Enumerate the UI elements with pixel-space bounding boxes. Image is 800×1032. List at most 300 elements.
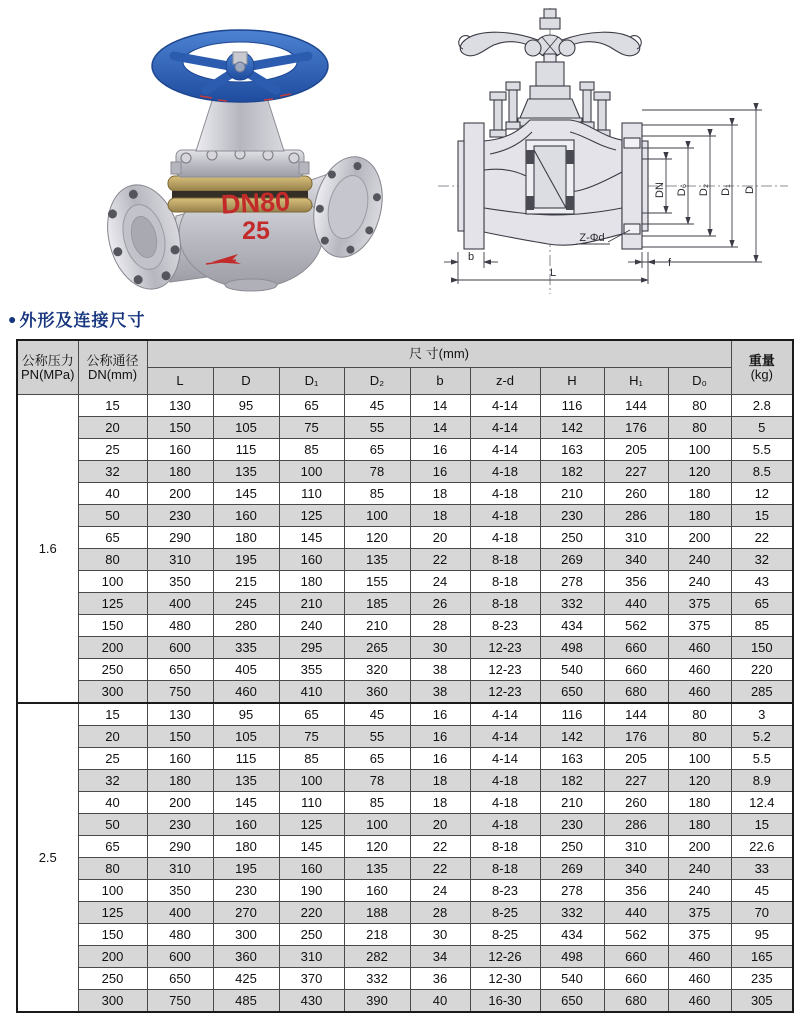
table-cell: 100 — [279, 770, 344, 792]
table-row — [17, 880, 793, 902]
table-cell: 680 — [604, 990, 668, 1013]
table-row — [17, 968, 793, 990]
table-cell: 85 — [279, 439, 344, 461]
table-cell: 230 — [147, 814, 213, 836]
table-row — [17, 924, 793, 946]
table-cell: 16 — [410, 726, 470, 748]
table-cell: 278 — [540, 571, 604, 593]
table-cell: 15 — [78, 703, 147, 726]
table-cell: 460 — [668, 990, 731, 1013]
table-cell: 650 — [147, 659, 213, 681]
table-cell: 160 — [213, 505, 279, 527]
table-cell: 20 — [410, 527, 470, 549]
table-cell: 210 — [540, 483, 604, 505]
table-cell: 660 — [604, 946, 668, 968]
dim-col-header: D₀ — [668, 368, 731, 395]
table-cell: 95 — [731, 924, 793, 946]
table-row — [17, 792, 793, 814]
table-cell: 8-18 — [470, 858, 540, 880]
table-cell: 125 — [279, 505, 344, 527]
table-cell: 680 — [604, 681, 668, 704]
table-cell: 20 — [78, 417, 147, 439]
dim-label-d1: D₁ — [720, 184, 732, 196]
table-cell: 8-18 — [470, 593, 540, 615]
table-cell: 245 — [213, 593, 279, 615]
table-cell: 100 — [344, 505, 410, 527]
table-cell: 12-23 — [470, 637, 540, 659]
table-cell: 280 — [213, 615, 279, 637]
table-cell: 8-18 — [470, 836, 540, 858]
table-cell: 45 — [731, 880, 793, 902]
table-cell: 600 — [147, 946, 213, 968]
dim-col-header: b — [410, 368, 470, 395]
table-cell: 15 — [78, 395, 147, 417]
table-cell: 332 — [540, 902, 604, 924]
table-cell: 332 — [540, 593, 604, 615]
table-cell: 310 — [147, 549, 213, 571]
table-cell: 562 — [604, 924, 668, 946]
table-row — [17, 990, 793, 1013]
table-cell: 110 — [279, 792, 344, 814]
table-cell: 498 — [540, 637, 604, 659]
table-cell: 163 — [540, 439, 604, 461]
table-row — [17, 836, 793, 858]
table-cell: 75 — [279, 417, 344, 439]
dim-col-header: D₁ — [279, 368, 344, 395]
table-cell: 78 — [344, 461, 410, 483]
table-cell: 5 — [731, 417, 793, 439]
table-cell: 85 — [731, 615, 793, 637]
table-cell: 8-23 — [470, 880, 540, 902]
table-cell: 12-23 — [470, 659, 540, 681]
table-cell: 260 — [604, 483, 668, 505]
table-cell: 145 — [279, 836, 344, 858]
table-cell: 80 — [78, 549, 147, 571]
table-cell: 100 — [78, 880, 147, 902]
table-cell: 205 — [604, 748, 668, 770]
table-cell: 115 — [213, 748, 279, 770]
table-cell: 200 — [668, 527, 731, 549]
table-cell: 12.4 — [731, 792, 793, 814]
table-cell: 182 — [540, 461, 604, 483]
dim-label-d6: D₆ — [676, 183, 688, 197]
dim-col-header: H — [540, 368, 604, 395]
table-cell: 240 — [279, 615, 344, 637]
table-cell: 750 — [147, 681, 213, 704]
table-cell: 65 — [279, 703, 344, 726]
dim-label-zd: Z-Φd — [579, 232, 605, 244]
table-cell: 45 — [344, 703, 410, 726]
table-cell: 145 — [213, 792, 279, 814]
table-cell: 4-14 — [470, 726, 540, 748]
table-cell: 100 — [668, 439, 731, 461]
dim-label-f: f — [668, 257, 672, 269]
table-cell: 160 — [279, 549, 344, 571]
table-cell: 160 — [147, 748, 213, 770]
dim-label-d2: D₂ — [698, 183, 710, 197]
table-cell: 15 — [731, 505, 793, 527]
dim-label-d: D — [744, 186, 756, 194]
table-cell: 282 — [344, 946, 410, 968]
table-cell: 240 — [668, 880, 731, 902]
dim-col-header: D — [213, 368, 279, 395]
table-row — [17, 461, 793, 483]
table-cell: 180 — [668, 505, 731, 527]
table-cell: 4-14 — [470, 748, 540, 770]
table-cell: 290 — [147, 836, 213, 858]
table-cell: 8.5 — [731, 461, 793, 483]
table-cell: 260 — [604, 792, 668, 814]
table-row — [17, 703, 793, 726]
table-cell: 375 — [668, 615, 731, 637]
table-cell: 180 — [668, 792, 731, 814]
table-cell: 30 — [410, 637, 470, 659]
table-cell: 356 — [604, 571, 668, 593]
table-cell: 22.6 — [731, 836, 793, 858]
table-cell: 110 — [279, 483, 344, 505]
table-cell: 235 — [731, 968, 793, 990]
table-cell: 135 — [213, 770, 279, 792]
table-cell: 355 — [279, 659, 344, 681]
table-cell: 218 — [344, 924, 410, 946]
table-cell: 4-14 — [470, 703, 540, 726]
table-cell: 100 — [279, 461, 344, 483]
table-cell: 155 — [344, 571, 410, 593]
table-cell: 320 — [344, 659, 410, 681]
table-cell: 130 — [147, 395, 213, 417]
table-cell: 163 — [540, 748, 604, 770]
table-cell: 434 — [540, 924, 604, 946]
table-cell: 150 — [147, 726, 213, 748]
table-cell: 25 — [78, 439, 147, 461]
table-row — [17, 814, 793, 836]
table-cell: 8-25 — [470, 902, 540, 924]
table-cell: 240 — [668, 858, 731, 880]
table-cell: 40 — [78, 792, 147, 814]
table-cell: 750 — [147, 990, 213, 1013]
valve-drawing-svg — [430, 4, 796, 298]
table-cell: 300 — [78, 990, 147, 1013]
table-cell: 360 — [344, 681, 410, 704]
dim-col-header: z-d — [470, 368, 540, 395]
table-cell: 180 — [279, 571, 344, 593]
table-cell: 375 — [668, 902, 731, 924]
table-cell: 20 — [78, 726, 147, 748]
table-cell: 85 — [344, 483, 410, 505]
table-cell: 295 — [279, 637, 344, 659]
table-cell: 460 — [213, 681, 279, 704]
table-row — [17, 748, 793, 770]
table-cell: 269 — [540, 858, 604, 880]
table-cell: 12 — [731, 483, 793, 505]
pn-group-cell: 2.5 — [17, 703, 78, 1012]
table-cell: 230 — [540, 505, 604, 527]
table-cell: 400 — [147, 593, 213, 615]
table-row — [17, 505, 793, 527]
table-cell: 24 — [410, 880, 470, 902]
table-cell: 105 — [213, 726, 279, 748]
table-cell: 8-25 — [470, 924, 540, 946]
table-cell: 22 — [410, 549, 470, 571]
table-cell: 176 — [604, 726, 668, 748]
table-cell: 14 — [410, 395, 470, 417]
table-cell: 200 — [668, 836, 731, 858]
table-row — [17, 615, 793, 637]
weight-column-header: 重量 (kg) — [731, 340, 793, 395]
table-cell: 265 — [344, 637, 410, 659]
table-row — [17, 571, 793, 593]
table-cell: 8-18 — [470, 571, 540, 593]
table-cell: 14 — [410, 417, 470, 439]
dim-col-header: H₁ — [604, 368, 668, 395]
table-cell: 650 — [540, 681, 604, 704]
table-cell: 135 — [344, 549, 410, 571]
table-cell: 120 — [344, 836, 410, 858]
table-cell: 24 — [410, 571, 470, 593]
table-cell: 16 — [410, 703, 470, 726]
table-cell: 250 — [78, 968, 147, 990]
table-cell: 180 — [147, 461, 213, 483]
table-cell: 65 — [78, 527, 147, 549]
table-cell: 142 — [540, 417, 604, 439]
table-cell: 80 — [668, 417, 731, 439]
table-cell: 270 — [213, 902, 279, 924]
table-cell: 400 — [147, 902, 213, 924]
table-row — [17, 395, 793, 417]
pn-column-header: 公称压力 PN(MPa) — [17, 340, 78, 395]
table-cell: 32 — [731, 549, 793, 571]
table-cell: 356 — [604, 880, 668, 902]
table-cell: 440 — [604, 902, 668, 924]
table-cell: 240 — [668, 571, 731, 593]
table-cell: 38 — [410, 681, 470, 704]
table-cell: 50 — [78, 814, 147, 836]
svg-text:DN80: DN80 — [220, 186, 291, 220]
table-cell: 4-14 — [470, 417, 540, 439]
table-cell: 95 — [213, 395, 279, 417]
table-cell: 105 — [213, 417, 279, 439]
table-cell: 190 — [279, 880, 344, 902]
table-row — [17, 549, 793, 571]
table-cell: 18 — [410, 792, 470, 814]
table-cell: 210 — [344, 615, 410, 637]
table-cell: 144 — [604, 703, 668, 726]
table-row — [17, 902, 793, 924]
table-cell: 498 — [540, 946, 604, 968]
table-cell: 4-18 — [470, 505, 540, 527]
table-cell: 310 — [279, 946, 344, 968]
table-cell: 305 — [731, 990, 793, 1013]
table-cell: 220 — [731, 659, 793, 681]
table-cell: 4-18 — [470, 461, 540, 483]
table-row — [17, 681, 793, 704]
table-cell: 230 — [540, 814, 604, 836]
table-cell: 340 — [604, 858, 668, 880]
table-cell: 16 — [410, 439, 470, 461]
table-row — [17, 439, 793, 461]
table-cell: 200 — [147, 792, 213, 814]
table-cell: 8.9 — [731, 770, 793, 792]
table-cell: 300 — [213, 924, 279, 946]
table-cell: 116 — [540, 703, 604, 726]
table-cell: 28 — [410, 615, 470, 637]
table-cell: 5.5 — [731, 748, 793, 770]
table-cell: 145 — [213, 483, 279, 505]
table-cell: 22 — [731, 527, 793, 549]
table-row — [17, 858, 793, 880]
table-cell: 227 — [604, 461, 668, 483]
table-row — [17, 483, 793, 505]
table-cell: 8-18 — [470, 549, 540, 571]
table-cell: 460 — [668, 637, 731, 659]
table-cell: 45 — [344, 395, 410, 417]
table-cell: 50 — [78, 505, 147, 527]
table-cell: 460 — [668, 681, 731, 704]
table-row — [17, 726, 793, 748]
table-cell: 290 — [147, 527, 213, 549]
dim-col-header: L — [147, 368, 213, 395]
table-cell: 375 — [668, 924, 731, 946]
table-row — [17, 417, 793, 439]
table-cell: 28 — [410, 902, 470, 924]
table-cell: 310 — [147, 858, 213, 880]
table-cell: 350 — [147, 880, 213, 902]
table-cell: 80 — [668, 703, 731, 726]
table-cell: 130 — [147, 703, 213, 726]
table-cell: 460 — [668, 659, 731, 681]
table-cell: 160 — [213, 814, 279, 836]
table-cell: 188 — [344, 902, 410, 924]
table-cell: 375 — [668, 593, 731, 615]
table-row — [17, 770, 793, 792]
dim-label-l: L — [549, 267, 557, 279]
table-cell: 286 — [604, 814, 668, 836]
table-cell: 55 — [344, 417, 410, 439]
table-cell: 80 — [78, 858, 147, 880]
table-cell: 360 — [213, 946, 279, 968]
table-cell: 160 — [344, 880, 410, 902]
table-cell: 650 — [540, 990, 604, 1013]
table-cell: 32 — [78, 461, 147, 483]
table-cell: 18 — [410, 770, 470, 792]
table-cell: 16 — [410, 748, 470, 770]
table-cell: 80 — [668, 726, 731, 748]
table-cell: 540 — [540, 968, 604, 990]
table-cell: 12-30 — [470, 968, 540, 990]
table-cell: 434 — [540, 615, 604, 637]
table-cell: 25 — [78, 748, 147, 770]
table-cell: 8-23 — [470, 615, 540, 637]
table-cell: 40 — [410, 990, 470, 1013]
table-cell: 540 — [540, 659, 604, 681]
table-cell: 95 — [213, 703, 279, 726]
table-cell: 160 — [279, 858, 344, 880]
table-cell: 142 — [540, 726, 604, 748]
table-cell: 195 — [213, 858, 279, 880]
table-cell: 4-18 — [470, 792, 540, 814]
table-cell: 65 — [344, 439, 410, 461]
section-bullet-icon: ● — [8, 310, 18, 327]
table-cell: 2.8 — [731, 395, 793, 417]
table-cell: 85 — [279, 748, 344, 770]
table-cell: 390 — [344, 990, 410, 1013]
table-cell: 15 — [731, 814, 793, 836]
table-cell: 150 — [147, 417, 213, 439]
table-cell: 120 — [668, 461, 731, 483]
table-cell: 32 — [78, 770, 147, 792]
table-cell: 150 — [731, 637, 793, 659]
table-cell: 460 — [668, 946, 731, 968]
table-cell: 26 — [410, 593, 470, 615]
table-cell: 4-14 — [470, 439, 540, 461]
table-cell: 335 — [213, 637, 279, 659]
pn-group-cell: 1.6 — [17, 395, 78, 704]
table-cell: 5.2 — [731, 726, 793, 748]
table-cell: 310 — [604, 836, 668, 858]
table-cell: 65 — [279, 395, 344, 417]
table-cell: 55 — [344, 726, 410, 748]
valve-photo-svg — [88, 10, 403, 292]
table-cell: 18 — [410, 505, 470, 527]
table-cell: 250 — [279, 924, 344, 946]
table-cell: 12-23 — [470, 681, 540, 704]
table-cell: 125 — [78, 902, 147, 924]
table-cell: 78 — [344, 770, 410, 792]
table-cell: 200 — [147, 483, 213, 505]
table-cell: 65 — [78, 836, 147, 858]
table-cell: 562 — [604, 615, 668, 637]
table-cell: 370 — [279, 968, 344, 990]
table-cell: 4-18 — [470, 527, 540, 549]
table-cell: 70 — [731, 902, 793, 924]
table-cell: 115 — [213, 439, 279, 461]
table-cell: 150 — [78, 615, 147, 637]
table-cell: 22 — [410, 858, 470, 880]
table-cell: 16 — [410, 461, 470, 483]
dn-column-header: 公称通径 DN(mm) — [78, 340, 147, 395]
table-cell: 180 — [147, 770, 213, 792]
table-cell: 200 — [78, 637, 147, 659]
table-cell: 176 — [604, 417, 668, 439]
table-cell: 145 — [279, 527, 344, 549]
table-cell: 430 — [279, 990, 344, 1013]
table-cell: 250 — [540, 527, 604, 549]
valve-photo — [88, 10, 403, 292]
dim-col-header: D₂ — [344, 368, 410, 395]
section-title — [8, 306, 800, 331]
table-cell: 125 — [78, 593, 147, 615]
table-cell: 180 — [668, 483, 731, 505]
table-cell: 205 — [604, 439, 668, 461]
table-cell: 30 — [410, 924, 470, 946]
svg-text:25: 25 — [242, 217, 270, 245]
table-cell: 40 — [78, 483, 147, 505]
table-cell: 36 — [410, 968, 470, 990]
table-cell: 230 — [213, 880, 279, 902]
table-cell: 220 — [279, 902, 344, 924]
table-cell: 135 — [213, 461, 279, 483]
table-row — [17, 946, 793, 968]
table-cell: 250 — [78, 659, 147, 681]
valve-dimension-drawing — [430, 4, 796, 298]
table-cell: 480 — [147, 924, 213, 946]
table-cell: 286 — [604, 505, 668, 527]
table-cell: 480 — [147, 615, 213, 637]
table-cell: 160 — [147, 439, 213, 461]
table-cell: 20 — [410, 814, 470, 836]
table-cell: 215 — [213, 571, 279, 593]
handwheel — [152, 30, 328, 102]
